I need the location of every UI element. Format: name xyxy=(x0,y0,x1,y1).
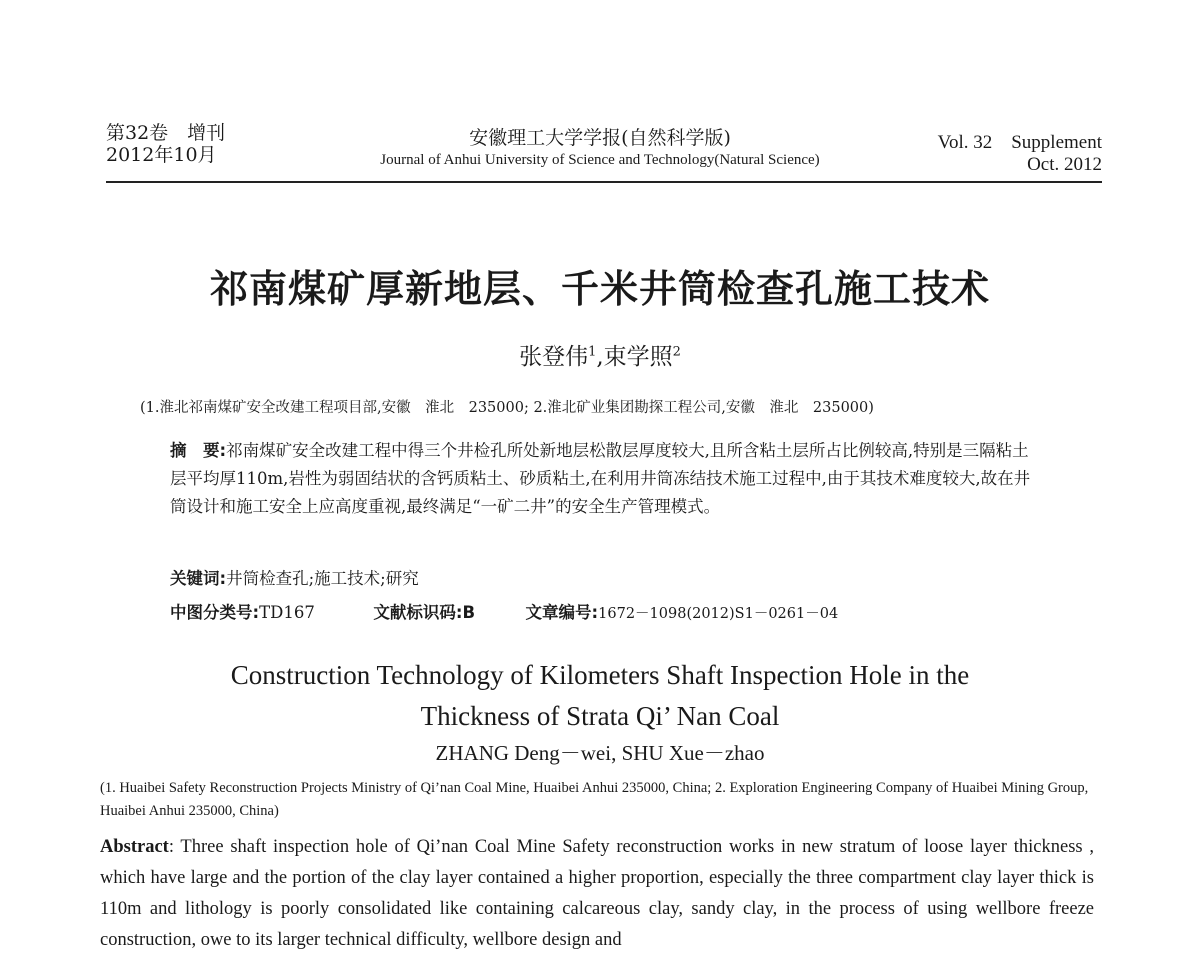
keywords-zh-text: 井筒检查孔;施工技术;研究 xyxy=(226,569,419,588)
article-number-value: 1672－1098(2012)S1－0261－04 xyxy=(598,606,839,622)
abstract-en-text: Three shaft inspection hole of Qi’nan Coal Mine Safety reconstruction works in new stratum of loose layer thickness , which have large and the portion of the clay layer contained a higher proportion, especially the three compartment clay layer thick is 110m and lithology is poorly consolidated like containing calcareous clay, sandy clay, in the process of using wellbore freeze construction, owe to its larger technical difficulty, wellbore design and xyxy=(100,837,1094,950)
abstract-zh-text: 祁南煤矿安全改建工程中得三个井检孔所处新地层松散层厚度较大,且所含粘土层所占比例较高,特别是三隔粘土层平均厚110m,岩性为弱固结状的含钙质粘土、砂质粘土,在利用井筒冻结技术施工过程中,由于其技术难度较大,故在井筒设计和施工安全上应高度重视,最终满足“一矿二井”的安全生产管理模式。 xyxy=(170,441,1031,516)
header-divider xyxy=(106,181,1102,183)
author-1-affiliation-mark: 1 xyxy=(588,344,597,360)
paper-title-en-line1: Construction Technology of Kilometers Shaft Inspection Hole in the xyxy=(230,660,970,690)
journal-name-zh: 安徽理工大学学报(自然科学版) xyxy=(469,127,731,149)
journal-name xyxy=(300,126,900,170)
volume-issue-zh: 第32卷 增刊 xyxy=(106,122,226,144)
doc-code-value: B xyxy=(462,603,476,622)
paper-title-en-line2: Thickness of Strata Qi’ Nan Coal xyxy=(420,701,780,731)
journal-volume-info xyxy=(938,132,1102,176)
volume-en: Vol. 32 Supplement xyxy=(937,132,1102,153)
abstract-en xyxy=(100,832,1094,956)
abstract-en-label: Abstract xyxy=(100,837,169,857)
keywords-zh-label: 关键词: xyxy=(170,569,227,588)
paper-title-en xyxy=(100,655,1100,737)
abstract-zh-label: 摘 要: xyxy=(170,441,227,460)
author-2: 束学照 xyxy=(603,344,673,370)
abstract-zh xyxy=(170,437,1040,521)
journal-name-en: Journal of Anhui University of Science and Technology(Natural Science) xyxy=(380,152,820,168)
author-separator: , xyxy=(596,344,604,370)
author-1: 张登伟 xyxy=(519,344,589,370)
authors-zh xyxy=(100,338,1100,371)
affiliations-zh: (1.淮北祁南煤矿安全改建工程项目部,安徽 淮北 235000; 2.淮北矿业集团勘探工程公司,安徽 淮北 235000) xyxy=(140,400,874,416)
article-number-label: 文章编号: xyxy=(525,603,599,622)
paper-title-zh: 祁南煤矿厚新地层、千米井筒检查孔施工技术 xyxy=(209,266,990,311)
author-2-affiliation-mark: 2 xyxy=(672,344,681,360)
keywords-zh xyxy=(170,565,1040,593)
date-zh: 2012年10月 xyxy=(106,144,217,166)
authors-en: ZHANG Deng－wei, SHU Xue－zhao xyxy=(435,741,765,765)
journal-issue-info xyxy=(106,122,225,166)
abstract-en-colon: : xyxy=(168,837,174,857)
classification-line xyxy=(170,599,1040,628)
affiliations-en: (1. Huaibei Safety Reconstruction Projects Ministry of Qi’nan Coal Mine, Huaibei Anhui 235000, China; 2. Exploration Engineering Company of Huaibei Mining Group, Huaibei Anhui 235000, China) xyxy=(100,780,1089,819)
doc-code-label: 文献标识码: xyxy=(373,603,463,622)
clc-label: 中图分类号: xyxy=(170,603,260,622)
clc-value: TD167 xyxy=(259,603,315,622)
date-en: Oct. 2012 xyxy=(1027,154,1102,175)
